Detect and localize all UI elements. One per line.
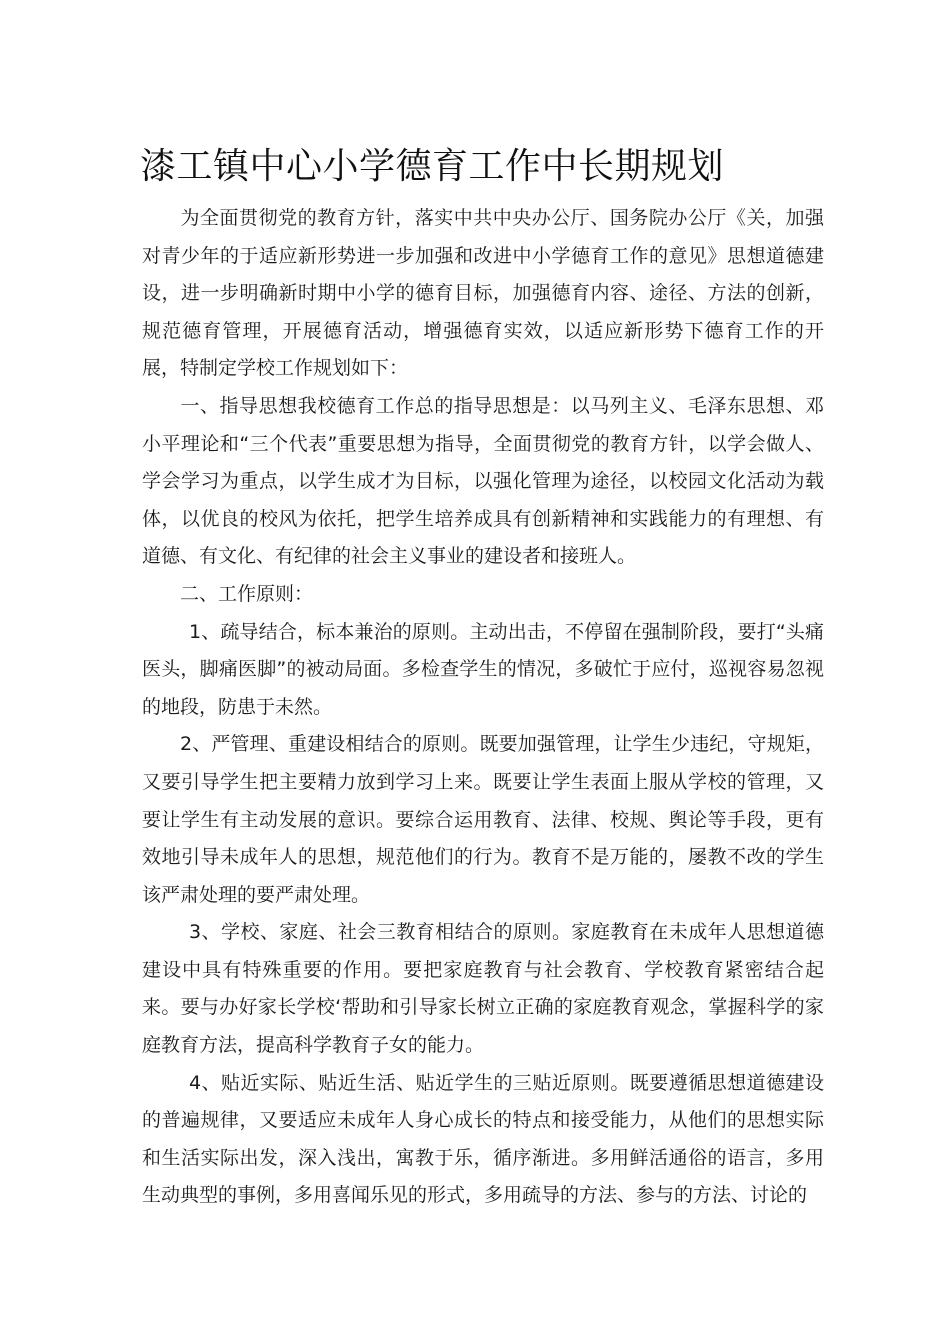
paragraph-intro-text: 为全面贯彻党的教育方针，落实中共中央办公厅、国务院办公厅《关，加强对青少年的于适应新形势进一步加强和改进中小学德育工作的意见》思想道德建设，进一步明确新时期中小学的德育目标，加强德育内容、途径、方法的创新，规范德育管理，开展德育活动，增强德育实效，以适应新形势下德育工作的开展，特制定学校工作规划如下：	[142, 207, 824, 380]
paragraph-principle-1	[142, 614, 824, 727]
document-body	[142, 200, 824, 1215]
paragraph-principle-1-text: 1、疏导结合，标本兼治的原则。主动出击，不停留在强制阶段，要打“头痛医头，脚痛医脚”的被动局面。多检查学生的情况，多破忙于应付，巡视容易忽视的地段，防患于未然。	[142, 620, 824, 718]
paragraph-principles-heading-text: 二、工作原则：	[180, 582, 314, 605]
paragraph-principle-2	[142, 726, 824, 914]
paragraph-principle-4	[142, 1065, 824, 1215]
paragraph-principles-heading	[142, 576, 824, 614]
paragraph-principle-2-text: 2、严管理、重建设相结合的原则。既要加强管理，让学生少违纪，守规矩，又要引导学生把主要精力放到学习上来。既要让学生表面上服从学校的管理，又要让学生有主动发展的意识。要综合运用教育、法律、校规、舆论等手段，更有效地引导未成年人的思想，规范他们的行为。教育不是万能的，屡教不改的学生该严肃处理的要严肃处理。	[142, 733, 824, 906]
paragraph-guiding-thought-text: 一、指导思想我校德育工作总的指导思想是：以马列主义、毛泽东思想、邓小平理论和“三个代表”重要思想为指导，全面贯彻党的教育方针，以学会做人、学会学习为重点，以学生成才为目标，以强化管理为途径，以校园文化活动为载体，以优良的校风为依托，把学生培养成具有创新精神和实践能力的有理想、有道德、有文化、有纪律的社会主义事业的建设者和接班人。	[142, 394, 824, 568]
paragraph-intro	[142, 200, 824, 388]
document-title: 漆工镇中心小学德育工作中长期规划	[140, 146, 725, 187]
paragraph-guiding-thought	[142, 388, 824, 576]
paragraph-principle-3	[142, 914, 824, 1064]
paragraph-principle-3-text: 3、学校、家庭、社会三教育相结合的原则。家庭教育在未成年人思想道德建设中具有特殊重要的作用。要把家庭教育与社会教育、学校教育紧密结合起来。要与办好家长学校‘帮助和引导家长树立正确的家庭教育观念，掌握科学的家庭教育方法，提高科学教育子女的能力。	[142, 921, 824, 1057]
paragraph-principle-4-text: 4、贴近实际、贴近生活、贴近学生的三贴近原则。既要遵循思想道德建设的普遍规律，又要适应未成年人身心成长的特点和接受能力，从他们的思想实际和生活实际出发，深入浅出，寓教于乐，循序渐进。多用鲜活通俗的语言，多用生动典型的事例，多用喜闻乐见的形式，多用疏导的方法、参与的方法、讨论的	[142, 1071, 824, 1207]
